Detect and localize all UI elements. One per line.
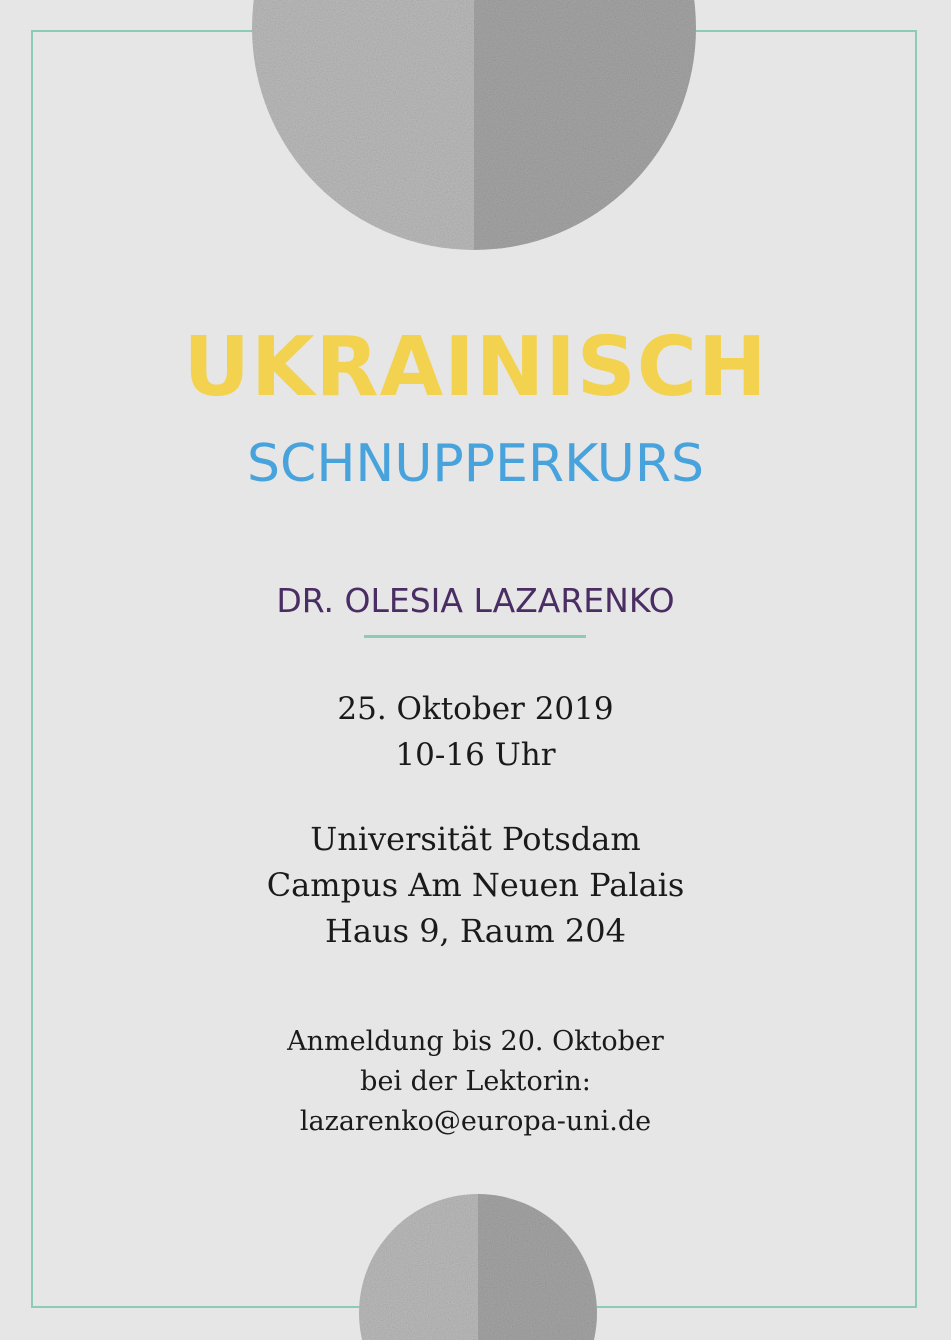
top-stone-disc bbox=[252, 0, 696, 250]
date-time-block bbox=[0, 686, 951, 778]
location-block bbox=[0, 816, 951, 954]
divider-line bbox=[364, 635, 586, 638]
registration-block bbox=[0, 1022, 951, 1142]
bottom-stone-disc bbox=[359, 1194, 597, 1340]
registration-contact-label: bei der Lektorin: bbox=[360, 1066, 591, 1097]
poster-subtitle: SCHNUPPERKURS bbox=[247, 434, 704, 494]
event-date: 25. Oktober 2019 bbox=[337, 691, 614, 727]
speaker-name: DR. OLESIA LAZARENKO bbox=[276, 581, 675, 620]
location-campus: Campus Am Neuen Palais bbox=[266, 866, 685, 904]
event-time: 10-16 Uhr bbox=[395, 737, 556, 773]
registration-email[interactable]: lazarenko@europa-uni.de bbox=[299, 1106, 652, 1137]
location-room: Haus 9, Raum 204 bbox=[325, 912, 626, 950]
registration-deadline: Anmeldung bis 20. Oktober bbox=[287, 1026, 664, 1057]
location-university: Universität Potsdam bbox=[310, 820, 641, 858]
poster-title: UKRAINISCH bbox=[183, 320, 768, 415]
